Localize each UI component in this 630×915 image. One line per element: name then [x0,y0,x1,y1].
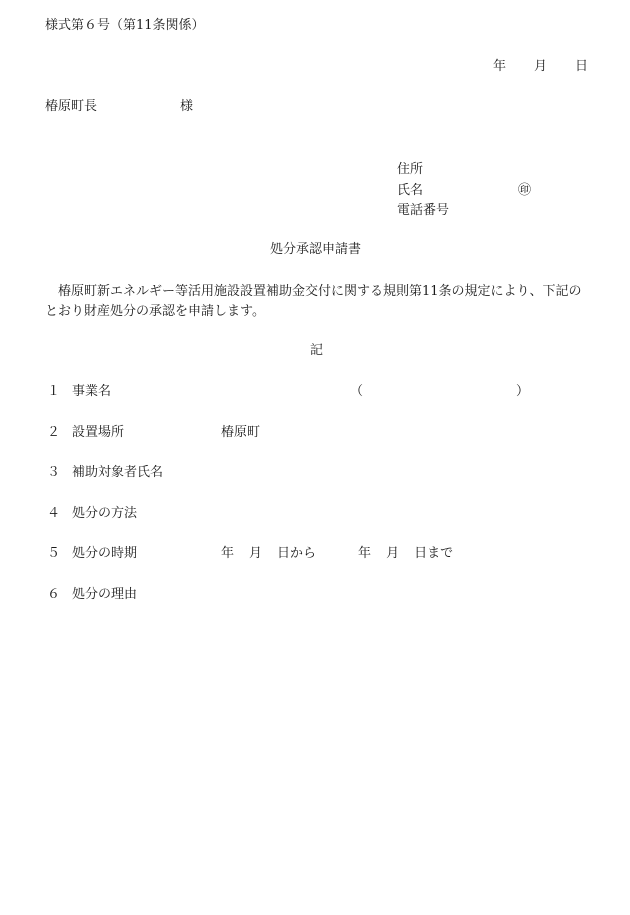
item-installation-location [47,425,261,441]
date-line [493,59,588,75]
date-year-label: 年 [493,59,507,74]
item-label: 処分の方法 [72,506,138,521]
paren-open: （ [350,384,364,399]
item-label: 補助対象者氏名 [72,465,164,480]
item-label: 事業名 [72,384,112,399]
from-month: 月 [249,546,263,561]
document-title: 処分承認申請書 [270,242,362,257]
period-range [221,546,453,562]
item-number: ３ [47,465,61,480]
item-subsidy-recipient-name [47,465,163,481]
item-disposal-method [47,506,137,522]
item-number: ５ [47,546,61,561]
item-label: 設置場所 [72,425,125,440]
recipient-name: 椿原町長 [45,99,98,114]
item-number: ６ [47,587,61,602]
address-label: 住所 [397,162,424,177]
recipient [45,99,193,115]
form-number: 様式第６号（第11条関係） [45,18,205,33]
phone-label: 電話番号 [397,203,450,218]
date-month-label: 月 [534,59,548,74]
from-day: 日から [277,546,317,561]
item-disposal-reason [47,587,137,603]
name-row [397,181,531,202]
ki-heading: 記 [310,343,324,358]
to-month: 月 [386,546,400,561]
item-disposal-period [47,546,454,562]
item-number: １ [47,384,61,399]
from-year: 年 [221,546,235,561]
item-label: 処分の時期 [72,546,138,561]
name-label: 氏名 [397,182,424,198]
to-year: 年 [358,546,372,561]
item-business-name [47,384,530,400]
date-day-label: 日 [575,59,589,74]
recipient-honorific: 様 [180,99,194,114]
seal-mark: ㊞ [518,182,532,198]
paren-close: ） [516,384,530,399]
item-value: 椿原町 [221,425,261,440]
item-number: ４ [47,506,61,521]
to-day: 日まで [414,546,454,561]
item-number: ２ [47,425,61,440]
applicant-block [397,160,531,222]
item-label: 処分の理由 [72,587,138,602]
body-text: 椿原町新エネルギー等活用施設設置補助金交付に関する規則第11条の規定により、下記のとおり財産処分の承認を申請します。 [45,284,582,319]
